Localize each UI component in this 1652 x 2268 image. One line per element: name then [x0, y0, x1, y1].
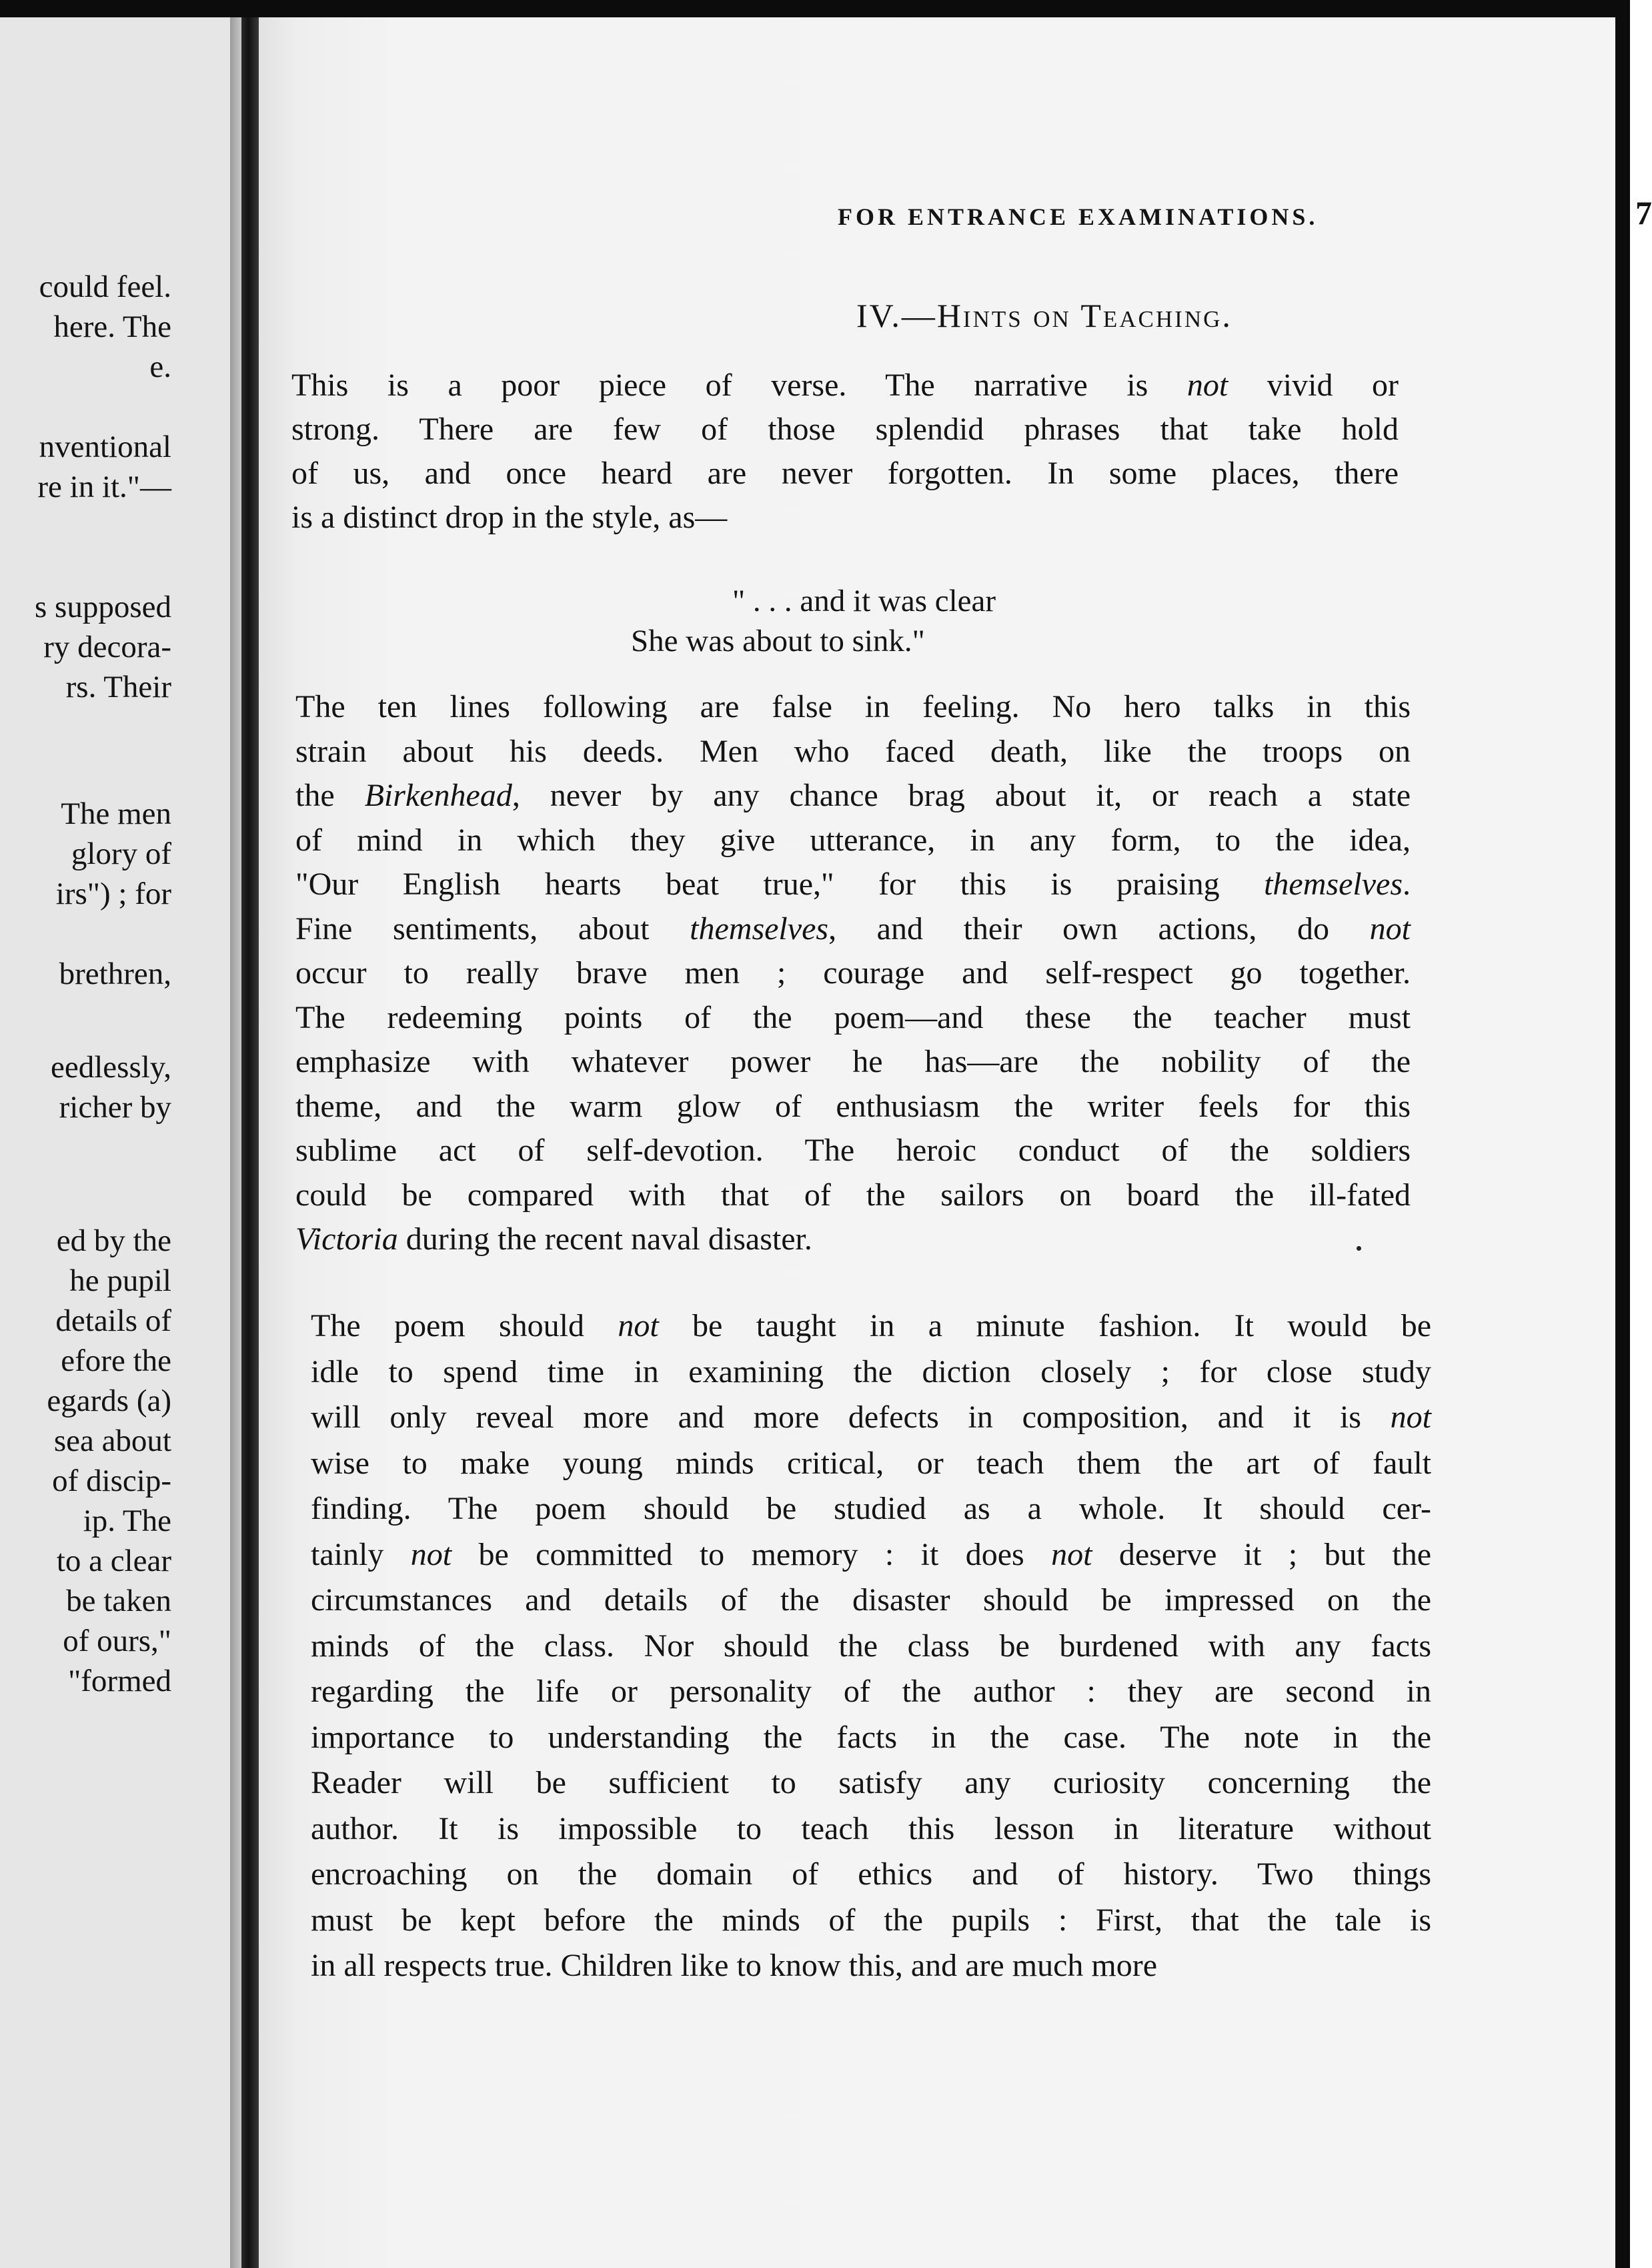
facing-page-line: he pupil — [69, 1263, 171, 1298]
text-line: theme, and the warm glow of enthusiasm the writer feels for this — [295, 1088, 1411, 1124]
facing-page-line: ed by the — [56, 1223, 171, 1258]
section-title — [856, 296, 1232, 335]
facing-page-line: nventional — [39, 430, 171, 464]
facing-page-line: to a clear — [56, 1544, 171, 1578]
text-line: finding. The poem should be studied as a whole. It should cer- — [311, 1491, 1431, 1526]
text-line: author. It is impossible to teach this lesson in literature without — [311, 1810, 1431, 1846]
text-line: will only reveal more and more defects in composition, and it is not — [311, 1399, 1431, 1435]
text-line: Reader will be sufficient to satisfy any curiosity concerning the — [311, 1765, 1431, 1800]
text-line: circumstances and details of the disaster should be impressed on the — [311, 1582, 1431, 1618]
text-line: the Birkenhead, never by any chance brag about it, or reach a state — [295, 778, 1411, 813]
facing-page-line: "formed — [68, 1664, 171, 1698]
page — [259, 17, 1652, 2268]
facing-page-left — [0, 17, 230, 2268]
facing-page-line: richer by — [59, 1090, 171, 1125]
text-line: sublime act of self-devotion. The heroic conduct of the soldiers — [295, 1133, 1411, 1168]
scan-border-right — [1615, 0, 1630, 2268]
print-speck — [1357, 1246, 1361, 1251]
book-spine — [241, 17, 259, 2268]
facing-page-line: of ours," — [63, 1624, 171, 1658]
facing-page-line: eedlessly, — [51, 1050, 171, 1085]
text-line: could be compared with that of the sailors on board the ill-fated — [295, 1177, 1411, 1213]
facing-page-line: of discip- — [52, 1464, 171, 1498]
text-line: emphasize with whatever power he has—are the nobility of the — [295, 1044, 1411, 1079]
text-line: importance to understanding the facts in the case. The note in the — [311, 1719, 1431, 1755]
facing-page-line: egards (a) — [47, 1383, 171, 1418]
text-line: must be kept before the minds of the pupils : First, that the tale is — [311, 1902, 1431, 1938]
facing-page-line: s supposed — [35, 590, 171, 624]
text-line: Victoria during the recent naval disaster. — [295, 1221, 812, 1257]
text-line: tainly not be committed to memory : it does not deserve it ; but the — [311, 1536, 1432, 1572]
scan-border-top — [0, 0, 1630, 17]
text-line: The ten lines following are false in feeling. No hero talks in this — [295, 689, 1411, 724]
facing-page-line: efore the — [61, 1343, 171, 1378]
verse-line: She was about to sink." — [631, 624, 925, 658]
text-line: "Our English hearts beat true," for this is praising themselves. — [295, 867, 1411, 902]
facing-page-line: re in it."— — [37, 470, 171, 504]
facing-page-line: ip. The — [83, 1504, 171, 1538]
facing-page-line: irs") ; for — [55, 877, 171, 911]
text-line: of mind in which they give utterance, in any form, to the idea, — [295, 822, 1411, 858]
text-line: wise to make young minds critical, or teach them the art of fault — [311, 1445, 1431, 1481]
text-line: The redeeming points of the poem—and these the teacher must — [295, 999, 1411, 1035]
text-line: strong. There are few of those splendid phrases that take hold — [291, 412, 1399, 447]
text-line: regarding the life or personality of the author : they are second in — [311, 1674, 1431, 1709]
facing-page-line: glory of — [71, 836, 171, 871]
facing-page-line: here. The — [53, 310, 171, 344]
facing-page-line: rs. Their — [65, 670, 171, 704]
facing-page-line: sea about — [53, 1424, 171, 1458]
text-line: This is a poor piece of verse. The narrative is not vivid or — [291, 368, 1399, 403]
facing-page-line: brethren, — [59, 957, 171, 991]
running-head: FOR ENTRANCE EXAMINATIONS. — [838, 203, 1319, 230]
text-line: of us, and once heard are never forgotten. In some places, there — [291, 456, 1399, 491]
facing-page-line: details of — [55, 1303, 171, 1338]
verse-line: " . . . and it was clear — [732, 584, 996, 618]
text-line: occur to really brave men ; courage and self-respect go together. — [295, 955, 1411, 991]
facing-page-line: e. — [149, 350, 171, 384]
text-line: The poem should not be taught in a minute fashion. It would be — [311, 1308, 1432, 1343]
text-line: in all respects true. Children like to know this, and are much more — [311, 1948, 1157, 1983]
facing-page-line: ry decora- — [43, 630, 171, 664]
text-line: idle to spend time in examining the diction closely ; for close study — [311, 1353, 1431, 1389]
page-number: 7 — [1635, 194, 1652, 231]
facing-page-line: could feel. — [39, 269, 171, 304]
text-line: Fine sentiments, about themselves, and their own actions, do not — [295, 911, 1411, 947]
text-line: strain about his deeds. Men who faced death, like the troops on — [295, 733, 1411, 769]
text-line: minds of the class. Nor should the class be burdened with any facts — [311, 1628, 1431, 1664]
text-line: encroaching on the domain of ethics and of history. Two things — [311, 1856, 1431, 1892]
text-line: is a distinct drop in the style, as— — [291, 500, 728, 535]
facing-page-line: be taken — [66, 1584, 171, 1618]
section-title-text: IV.—Hints on Teaching. — [856, 297, 1232, 334]
facing-page-line: The men — [61, 796, 171, 831]
